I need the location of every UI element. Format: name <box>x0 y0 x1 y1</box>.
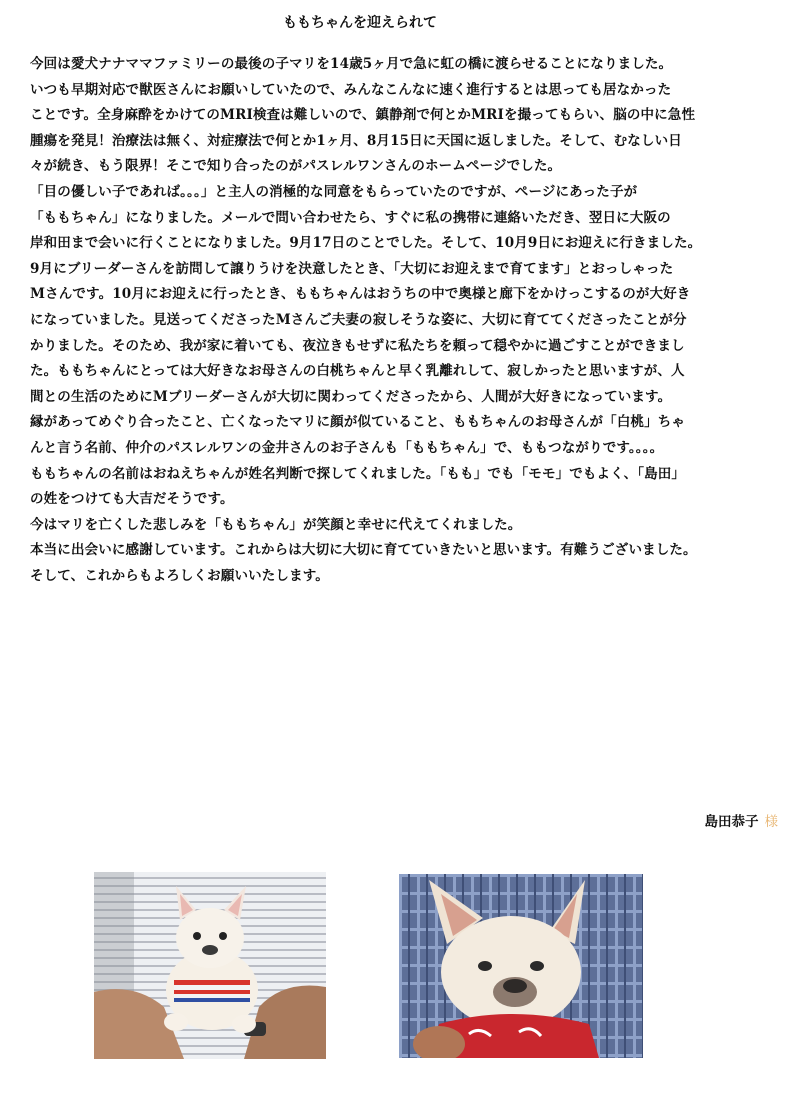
letter-line: 々が続き、もう限界！そこで知り合ったのがパスレルワンさんのホームページでした。 <box>30 158 562 175</box>
letter-line: 「目の優しい子であれば。。。」と主人の消極的な同意をもらっていたのですが、ページにあった子が <box>30 183 638 200</box>
letter-line: Mさんです。10月にお迎えに行ったとき、ももちゃんはおうちの中で奥様と廊下をかけっこするのが大好き <box>30 286 691 303</box>
puppy-closeup-illustration <box>399 874 643 1058</box>
letter-line: 本当に出会いに感謝しています。これからは大切に大切に育てていきたいと思います。有難うございました。 <box>30 542 697 559</box>
letter-line: 9月にブリーダーさんを訪問して譲りうけを決意したとき、「大切にお迎えまで育てます」とおっしゃった <box>30 260 674 277</box>
letter-line: ことです。全身麻酔をかけてのMRI検査は難しいので、鎮静剤で何とかMRIを撮ってもらい、脳の中に急性 <box>30 107 696 124</box>
puppy-closeup-photo <box>399 874 643 1058</box>
signature-name: 島田恭子 <box>704 814 759 830</box>
letter-line: んと言う名前、仲介のパスレルワンの金井さんのお子さんも「ももちゃん」で、ももつながりです。。。。 <box>30 439 664 456</box>
letter-line: の姓をつけても大吉だそうです。 <box>30 491 234 508</box>
signature <box>705 810 779 830</box>
letter-line: そして、これからもよろしくお願いいたします。 <box>30 567 329 584</box>
page-title: ももちゃんを迎えられて <box>283 15 437 31</box>
letter-line: 岸和田まで会いに行くことになりました。9月17日のことでした。そして、10月9日にお迎えに行きました。 <box>30 235 702 252</box>
letter-line: 今はマリを亡くした悲しみを「ももちゃん」が笑顔と幸せに代えてくれました。 <box>30 516 522 533</box>
letter-line: 縁があってめぐり合ったこと、亡くなったマリに顔が似ていること、ももちゃんのお母さんが「白桃」ちゃ <box>30 414 686 431</box>
signature-honorific: 様 <box>764 814 778 830</box>
letter-body <box>30 52 780 589</box>
letter-line: いつも早期対応で獣医さんにお願いしていたので、みんなこんなに速く進行するとは思っても居なかった <box>30 81 672 98</box>
puppy-held-photo <box>94 872 326 1059</box>
letter-line: 「ももちゃん」になりました。メールで問い合わせたら、すぐに私の携帯に連絡いただき、翌日に大阪の <box>30 209 671 226</box>
letter-line: ももちゃんの名前はおねえちゃんが姓名判断で探してくれました。「もも」でも「モモ」でもよく、「島田」 <box>30 465 686 482</box>
letter-line: になっていました。見送ってくださったMさんご夫妻の寂しそうな姿に、大切に育ててくださったことが分 <box>30 311 687 328</box>
letter-line: 今回は愛犬ナナママファミリーの最後の子マリを14歳5ヶ月で急に虹の橋に渡らせることになりました。 <box>30 56 673 72</box>
puppy-held-illustration <box>94 872 326 1059</box>
letter-line: 腫瘍を発見！治療法は無く、対症療法で何とか1ヶ月、8月15日に天国に返しました。そして、むなしい日 <box>30 132 682 149</box>
letter-line: かりました。そのため、我が家に着いても、夜泣きもせずに私たちを頼って穏やかに過ごすことができまし <box>30 337 685 354</box>
letter-line: た。ももちゃんにとっては大好きなお母さんの白桃ちゃんと早く乳離れして、寂しかったと思いますが、人 <box>30 363 685 380</box>
letter-line: 間との生活のためにMブリーダーさんが大切に関わってくださったから、人間が大好きになっています。 <box>30 388 672 405</box>
